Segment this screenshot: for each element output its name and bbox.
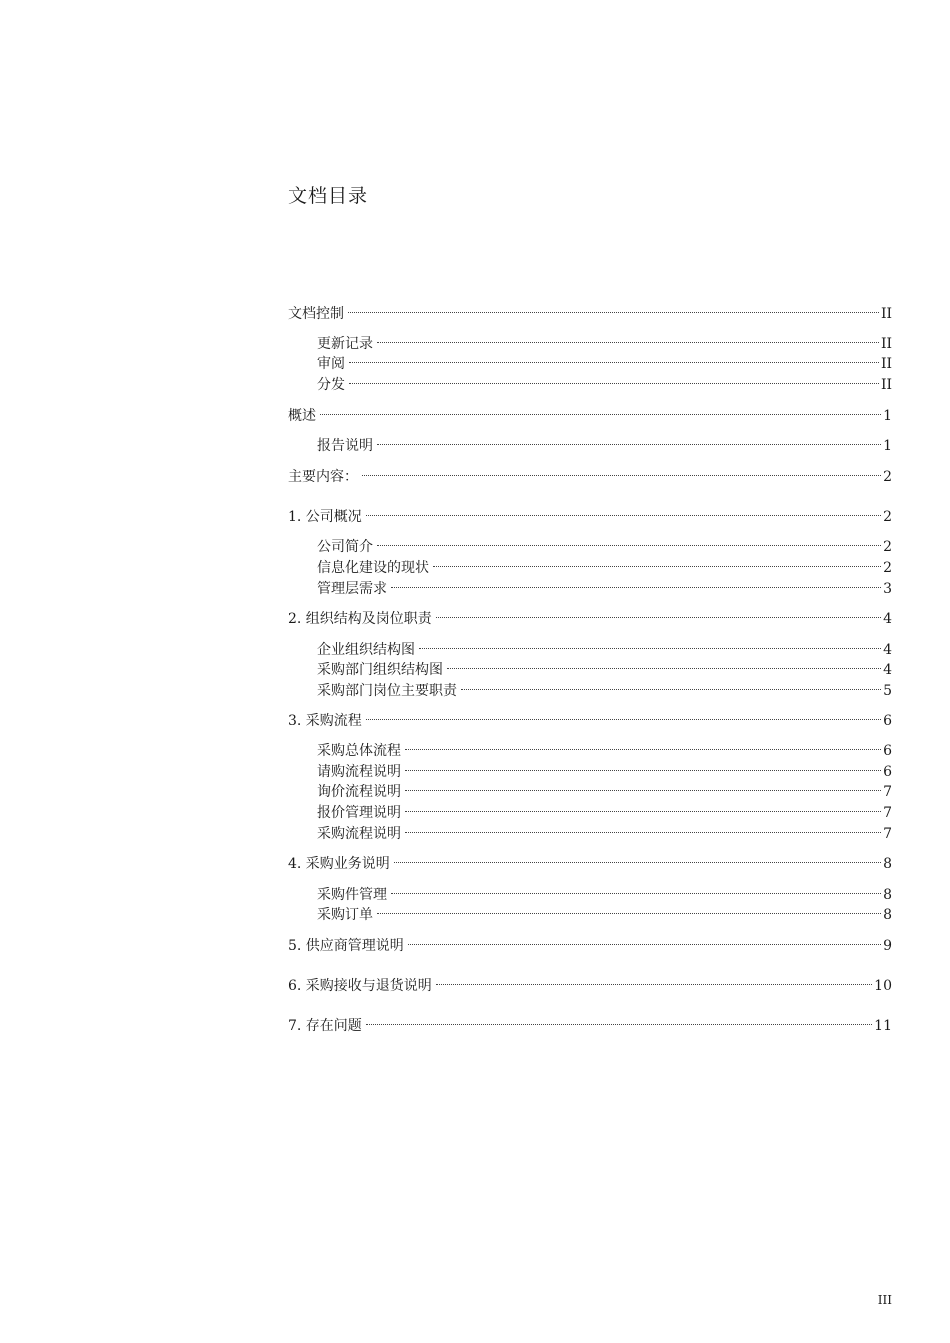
toc-subentry[interactable] xyxy=(317,879,892,903)
toc-entry-label: 询价流程说明 xyxy=(317,784,401,800)
toc-dot-leader xyxy=(391,879,881,899)
toc-dot-leader xyxy=(362,461,881,481)
toc-dot-leader xyxy=(447,654,881,674)
toc-entry-label: 5. 供应商管理说明 xyxy=(288,938,404,954)
toc-subentry[interactable] xyxy=(317,899,892,923)
toc-subentry[interactable] xyxy=(317,348,892,372)
toc-entry[interactable] xyxy=(288,970,892,994)
toc-subentry[interactable] xyxy=(317,369,892,393)
toc-entry-label: 采购总体流程 xyxy=(317,743,401,759)
toc-entry-page: II xyxy=(880,306,892,322)
toc-dot-leader xyxy=(391,573,881,593)
toc-entry-label: 报告说明 xyxy=(317,438,373,454)
toc-entry-label: 管理层需求 xyxy=(317,581,387,597)
toc-dot-leader xyxy=(349,348,879,368)
toc-entry-page: 6 xyxy=(883,743,892,759)
toc-entry[interactable] xyxy=(288,400,892,424)
toc-entry-label: 分发 xyxy=(317,377,345,393)
toc-entry-page: 6 xyxy=(883,764,892,780)
toc-subentry[interactable] xyxy=(317,776,892,800)
toc-entry-label: 更新记录 xyxy=(317,336,373,352)
toc-dot-leader xyxy=(405,735,881,755)
page-title: 文档目录 xyxy=(288,185,369,207)
toc-subentry[interactable] xyxy=(317,552,892,576)
toc-entry-label: 3. 采购流程 xyxy=(288,713,362,729)
toc-dot-leader xyxy=(377,531,881,551)
toc-entry-label: 采购部门岗位主要职责 xyxy=(317,683,457,699)
toc-dot-leader xyxy=(366,705,881,725)
toc-entry-label: 采购部门组织结构图 xyxy=(317,662,443,678)
toc-entry[interactable] xyxy=(288,298,892,322)
toc-entry[interactable] xyxy=(288,705,892,729)
toc-dot-leader xyxy=(436,970,872,990)
toc-entry[interactable] xyxy=(288,603,892,627)
toc-entry-label: 2. 组织结构及岗位职责 xyxy=(288,611,432,627)
toc-entry-page: 9 xyxy=(883,938,892,954)
toc-dot-leader xyxy=(405,818,881,838)
toc-entry-label: 审阅 xyxy=(317,356,345,372)
toc-entry-page: 7 xyxy=(883,805,892,821)
toc-dot-leader xyxy=(405,756,881,776)
toc-subentry[interactable] xyxy=(317,634,892,658)
toc-dot-leader xyxy=(408,930,881,950)
toc-dot-leader xyxy=(405,797,881,817)
toc-entry[interactable] xyxy=(288,1010,892,1034)
toc-entry-label: 1. 公司概况 xyxy=(288,509,362,525)
toc-entry-page: 3 xyxy=(883,581,892,597)
toc-entry-label: 采购订单 xyxy=(317,907,373,923)
toc-subentry[interactable] xyxy=(317,735,892,759)
toc-entry-label: 企业组织结构图 xyxy=(317,642,415,658)
toc-entry-label: 采购件管理 xyxy=(317,887,387,903)
toc-subentry[interactable] xyxy=(317,654,892,678)
toc-entry-label: 文档控制 xyxy=(288,306,344,322)
toc-dot-leader xyxy=(377,430,881,450)
toc-entry-page: 2 xyxy=(883,560,892,576)
toc-entry-page: 2 xyxy=(883,509,892,525)
toc-entry-page: II xyxy=(880,336,892,352)
toc-entry-label: 7. 存在问题 xyxy=(288,1018,362,1034)
toc-entry-page: 1 xyxy=(883,408,892,424)
toc-entry-page: 4 xyxy=(883,662,892,678)
toc-entry-page: 11 xyxy=(874,1018,892,1034)
toc-entry-page: 8 xyxy=(883,887,892,903)
toc-entry-label: 概述 xyxy=(288,408,316,424)
toc-dot-leader xyxy=(320,400,881,420)
toc-entry-page: 2 xyxy=(883,539,892,555)
toc-subentry[interactable] xyxy=(317,675,892,699)
toc-entry-label: 6. 采购接收与退货说明 xyxy=(288,978,432,994)
toc-entry-page: 4 xyxy=(883,611,892,627)
toc-subentry[interactable] xyxy=(317,573,892,597)
toc-entry-page: 10 xyxy=(874,978,892,994)
toc-subentry[interactable] xyxy=(317,531,892,555)
toc-subentry[interactable] xyxy=(317,756,892,780)
toc-entry[interactable] xyxy=(288,461,892,485)
toc-dot-leader xyxy=(366,1010,872,1030)
toc-dot-leader xyxy=(348,298,879,318)
toc-entry-page: 7 xyxy=(883,784,892,800)
toc-entry-label: 4. 采购业务说明 xyxy=(288,856,390,872)
toc-entry-page: II xyxy=(880,377,892,393)
toc-entry-label: 主要内容： xyxy=(288,469,358,485)
toc-entry[interactable] xyxy=(288,501,892,525)
toc-entry-page: 4 xyxy=(883,642,892,658)
toc-dot-leader xyxy=(394,848,881,868)
toc-entry-label: 请购流程说明 xyxy=(317,764,401,780)
page-number: III xyxy=(877,1293,892,1307)
toc-entry-page: 6 xyxy=(883,713,892,729)
toc-dot-leader xyxy=(419,634,881,654)
toc-dot-leader xyxy=(405,776,881,796)
toc-entry-page: 8 xyxy=(883,856,892,872)
toc-entry[interactable] xyxy=(288,848,892,872)
toc-entry-page: 2 xyxy=(883,469,892,485)
toc-entry-page: 7 xyxy=(883,826,892,842)
toc-entry-label: 报价管理说明 xyxy=(317,805,401,821)
toc-entry-page: II xyxy=(880,356,892,372)
toc-dot-leader xyxy=(433,552,881,572)
toc-dot-leader xyxy=(461,675,881,695)
toc-entry-label: 采购流程说明 xyxy=(317,826,401,842)
toc-dot-leader xyxy=(436,603,881,623)
toc-dot-leader xyxy=(377,328,879,348)
toc-dot-leader xyxy=(349,369,879,389)
toc-entry[interactable] xyxy=(288,930,892,954)
toc-entry-label: 信息化建设的现状 xyxy=(317,560,429,576)
toc-subentry[interactable] xyxy=(317,328,892,352)
toc-subentry[interactable] xyxy=(317,818,892,842)
toc-entry-page: 8 xyxy=(883,907,892,923)
toc-subentry[interactable] xyxy=(317,797,892,821)
toc-subentry[interactable] xyxy=(317,430,892,454)
toc-entry-page: 5 xyxy=(883,683,892,699)
toc-entry-label: 公司简介 xyxy=(317,539,373,555)
toc-dot-leader xyxy=(377,899,881,919)
toc-entry-page: 1 xyxy=(883,438,892,454)
toc-dot-leader xyxy=(366,501,881,521)
